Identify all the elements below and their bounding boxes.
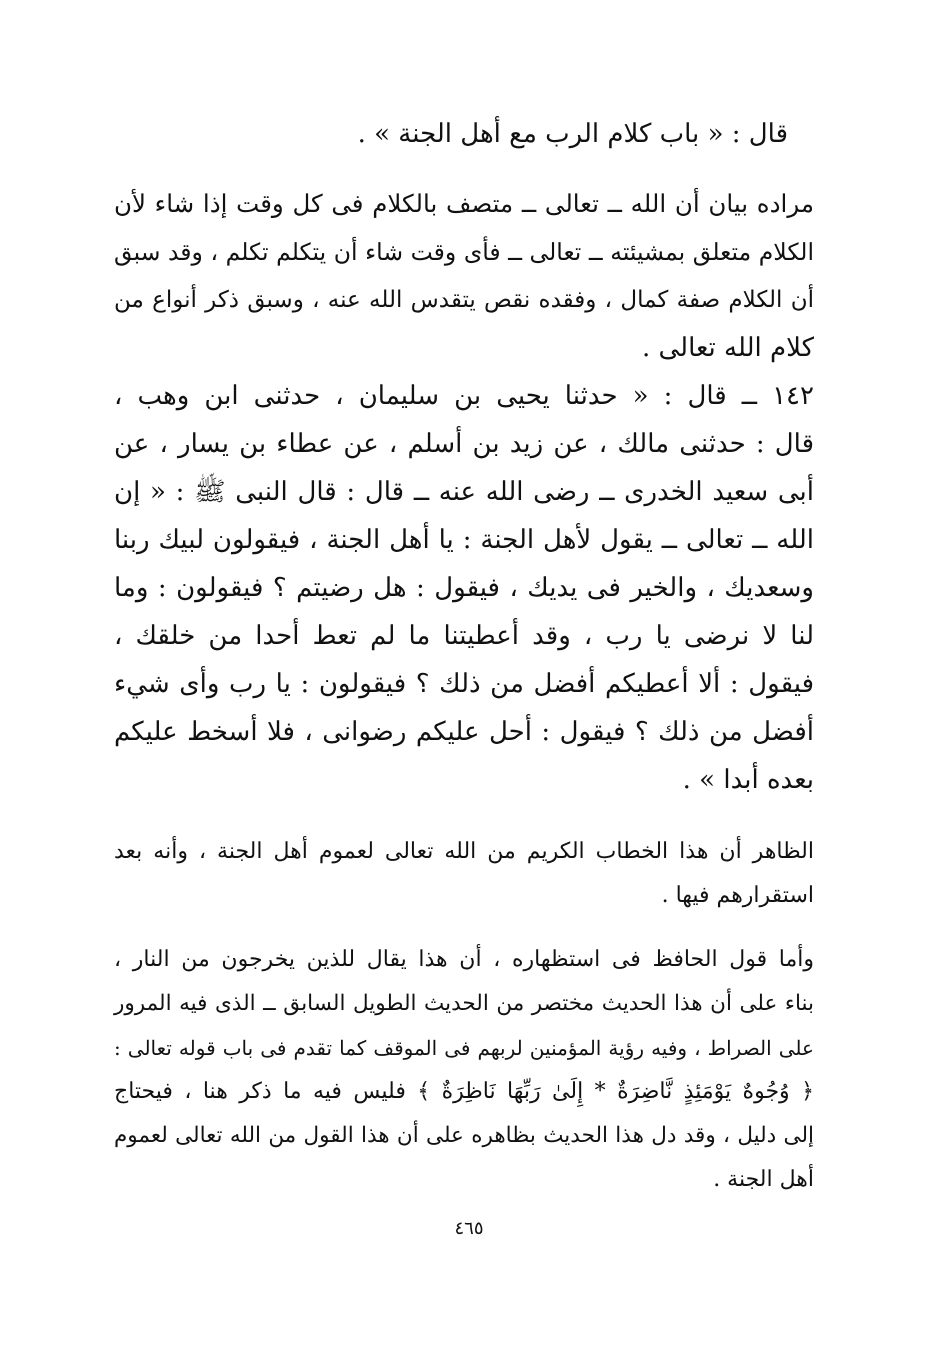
paragraph-line: أن الكلام صفة كمال ، وفقده نقص يتقدس الله عنه ، وسبق ذكر أنواع من: [114, 287, 814, 313]
paragraph-line: كلام الله تعالى .: [641, 333, 814, 363]
paragraph-line: بناء على أن هذا الحديث مختصر من الحديث الطويل السابق ــ الذى فيه المرور: [114, 991, 814, 1016]
paragraph-line: لنا لا نرضى يا رب ، وقد أعطيتنا ما لم تعط أحدا من خلقك ،: [114, 621, 814, 651]
paragraph-line: الظاهر أن هذا الخطاب الكريم من الله تعالى لعموم أهل الجنة ، وأنه بعد: [114, 839, 814, 864]
paragraph-line: إلى دليل ، وقد دل هذا الحديث بظاهره على أن هذا القول من الله تعالى لعموم: [114, 1123, 814, 1148]
paragraph-4: [114, 938, 814, 1202]
paragraph-3: [114, 830, 814, 918]
paragraph-line: استقرارهم فيها .: [661, 883, 814, 908]
paragraph-line: ١٤٢ ــ قال : « حدثنا يحيى بن سليمان ، حدثنى ابن وهب ،: [114, 381, 814, 411]
paragraph-line: وأما قول الحافظ فى استظهاره ، أن هذا يقال للذين يخرجون من النار ،: [114, 947, 814, 972]
paragraph-line: أهل الجنة .: [713, 1167, 814, 1192]
paragraph-line: ﴿ وُجُوهٌ يَوْمَئِذٍ نَّاضِرَةٌ * إِلَىٰ رَبِّهَا نَاظِرَةٌ ﴾ فليس فيه ما ذكر هنا ، فيحتاج: [114, 1079, 814, 1104]
paragraph-line: أبى سعيد الخدرى ــ رضى الله عنه ــ قال : قال النبى ﷺ : « إن: [114, 477, 814, 507]
page-number: ٤٦٥: [454, 1218, 484, 1239]
paragraph-1: [114, 180, 814, 372]
chapter-heading: قال : « باب كلام الرب مع أهل الجنة » .: [357, 119, 788, 149]
paragraph-line: فيقول : ألا أعطيكم أفضل من ذلك ؟ فيقولون : يا رب وأى شيء: [114, 669, 814, 699]
paragraph-line: بعده أبدا » .: [682, 765, 814, 795]
paragraph-2-hadith: [114, 372, 814, 804]
paragraph-line: على الصراط ، وفيه رؤية المؤمنين لربهم فى الموقف كما تقدم فى باب قوله تعالى :: [114, 1036, 814, 1060]
paragraph-line: أفضل من ذلك ؟ فيقول : أحل عليكم رضوانى ، فلا أسخط عليكم: [114, 717, 814, 747]
paragraph-line: وسعديك ، والخير فى يديك ، فيقول : هل رضيتم ؟ فيقولون : وما: [114, 573, 814, 603]
paragraph-line: قال : حدثنى مالك ، عن زيد بن أسلم ، عن عطاء بن يسار ، عن: [114, 429, 814, 459]
paragraph-line: الكلام متعلق بمشيئته ــ تعالى ــ فأى وقت شاء أن يتكلم تكلم ، وقد سبق: [114, 238, 814, 266]
paragraph-line: الله ــ تعالى ــ يقول لأهل الجنة : يا أهل الجنة ، فيقولون لبيك ربنا: [114, 525, 814, 555]
paragraph-line: مراده بيان أن الله ــ تعالى ــ متصف بالكلام فى كل وقت إذا شاء لأن: [114, 189, 814, 218]
